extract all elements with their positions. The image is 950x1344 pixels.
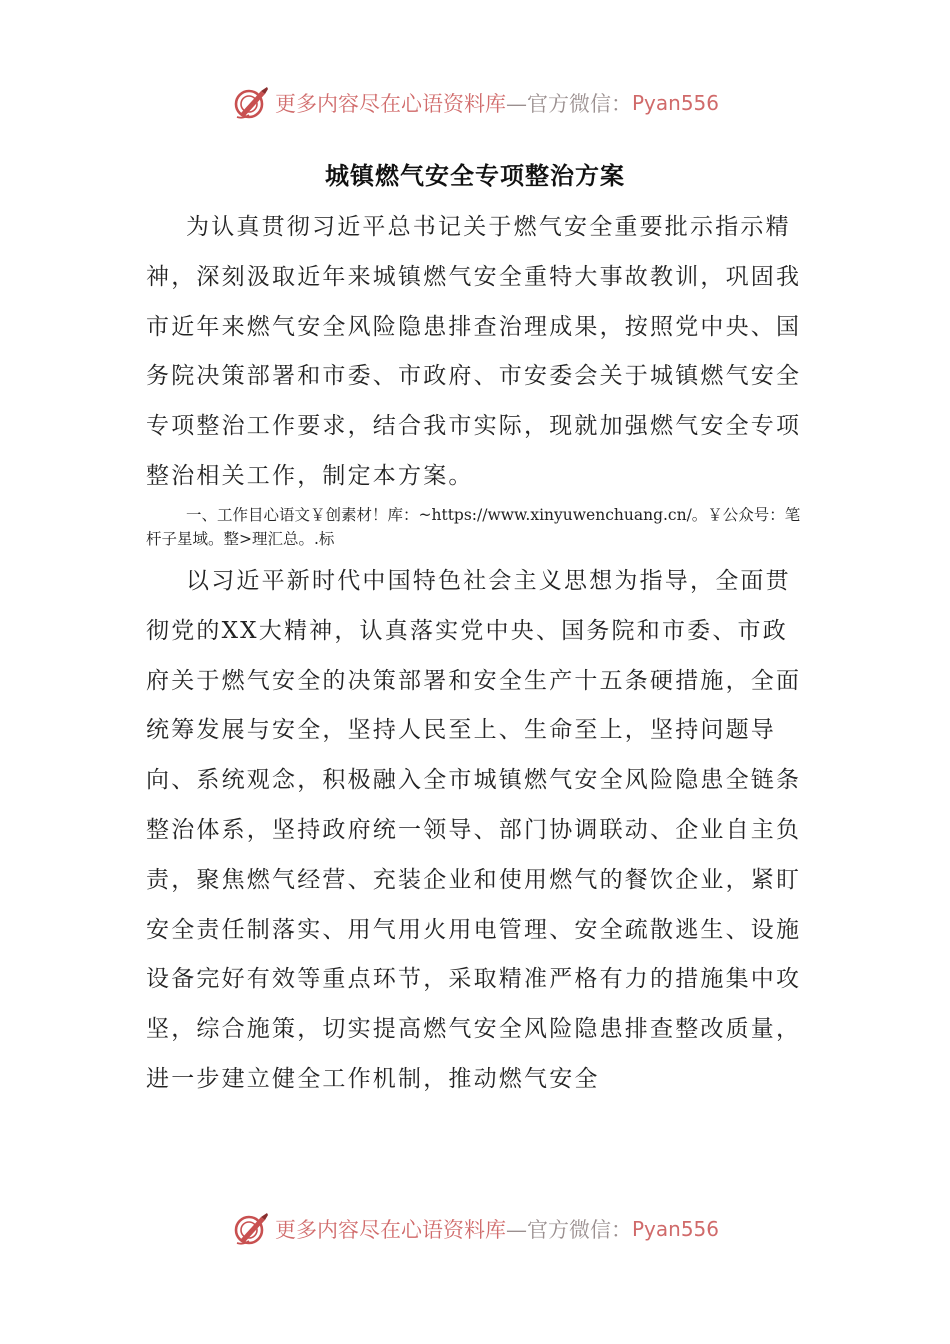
banner-sub-text: —官方微信： — [505, 92, 632, 116]
document-title: 城镇燃气安全专项整治方案 — [325, 161, 625, 190]
header-banner — [0, 78, 950, 128]
banner-main-text: 更多内容尽在心语资料库 — [274, 92, 506, 116]
paragraph-intro: 为认真贯彻习近平总书记关于燃气安全重要批示指示精神，深刻汲取近年来城镇燃气安全重特大事故教训，巩固我市近年来燃气安全风险隐患排查治理成果，按照党中央、国务院决策部署和市委、市政府、市安委会关于城镇燃气安全专项整治工作要求，结合我市实际，现就加强燃气安全专项整治相关工作，制定本方案。 — [146, 214, 802, 489]
pen-nib-logo-icon — [231, 83, 271, 123]
banner-main-text: 更多内容尽在心语资料库 — [274, 1218, 506, 1242]
paragraph-guiding-thought: 以习近平新时代中国特色社会主义思想为指导，全面贯彻党的XX大精神，认真落实党中央、国务院和市委、市政府关于燃气安全的决策部署和安全生产十五条硬措施，全面统筹发展与安全，坚持人民至上、生命至上，坚持问题导向、系统观念，积极融入全市城镇燃气安全风险隐患全链条整治体系，坚持政府统一领导、部门协调联动、企业自主负责，聚焦燃气经营、充装企业和使用燃气的餐饮企业，紧盯安全责任制落实、用气用火用电管理、安全疏散逃生、设施设备完好有效等重点环节，采取精准严格有力的措施集中攻坚，综合施策，切实提高燃气安全风险隐患排查整改质量，进一步建立健全工作机制，推动燃气安全 — [146, 568, 802, 1092]
banner-sub-text: —官方微信： — [505, 1218, 632, 1242]
banner-wechat-id: Pyan556 — [631, 1217, 719, 1241]
banner-wechat-id: Pyan556 — [631, 91, 719, 115]
pen-nib-logo-icon — [231, 1209, 271, 1249]
section-heading-note: 一、工作目心语文￥创素材！库：~https://www.xinyuwenchuang.cn/。￥公众号：笔杆子星域。整>理汇总。.标 — [146, 506, 801, 548]
footer-banner — [0, 1204, 950, 1254]
